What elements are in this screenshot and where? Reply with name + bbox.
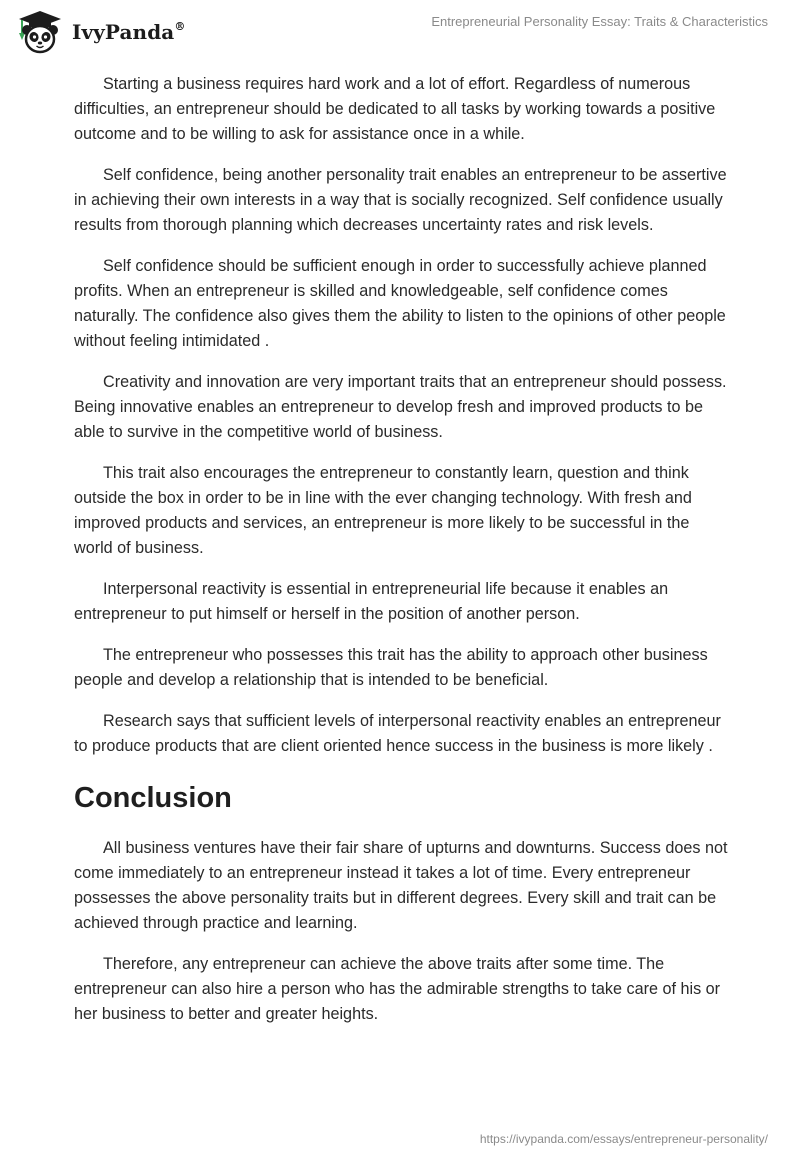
document-title: Entrepreneurial Personality Essay: Traits & Characteristics (431, 14, 768, 29)
paragraph: Therefore, any entrepreneur can achieve the above traits after some time. The entrepreneur can also hire a person who has the admirable strengths to take care of his or her business to better and greater heights. (74, 955, 721, 1023)
registered-mark: ® (174, 20, 186, 33)
logo[interactable] (14, 9, 185, 55)
paragraph: The entrepreneur who possesses this trait has the ability to approach other business people and develop a relationship that is intended to be beneficial. (74, 646, 708, 689)
conclusion-heading: Conclusion (74, 782, 232, 814)
paragraph: Research says that sufficient levels of interpersonal reactivity enables an entrepreneur to produce products that are client oriented hence success in the business is more likely . (74, 712, 721, 755)
paragraph: This trait also encourages the entrepreneur to constantly learn, question and think outside the box in order to be in line with the ever changing technology. With fresh and improved products and services, an entrepreneur is more likely to be successful in the world of business. (74, 464, 692, 557)
essay-content (74, 72, 730, 1043)
brand-name (72, 20, 185, 44)
page-header (0, 0, 800, 60)
paragraph: Creativity and innovation are very important traits that an entrepreneur should possess. Being innovative enables an entrepreneur to develop fresh and improved products to be able to survive in the competitive world of business. (74, 373, 727, 441)
brand-name-text: IvyPanda (72, 20, 175, 44)
source-url[interactable]: https://ivypanda.com/essays/entrepreneur-personality/ (479, 1132, 768, 1146)
panda-graduate-icon (14, 9, 66, 55)
paragraph: All business ventures have their fair share of upturns and downturns. Success does not come immediately to an entrepreneur instead it takes a lot of time. Every entrepreneur possesses the above personality traits but in different degrees. Every skill and trait can be achieved through practice and learning. (74, 839, 728, 932)
paragraph: Starting a business requires hard work and a lot of effort. Regardless of numerous difficulties, an entrepreneur should be dedicated to all tasks by working towards a positive outcome and to be willing to ask for assistance once in a while. (74, 75, 716, 143)
paragraph: Self confidence should be sufficient enough in order to successfully achieve planned profits. When an entrepreneur is skilled and knowledgeable, self confidence comes naturally. The confidence also gives them the ability to listen to the opinions of other people without feeling intimidated . (74, 257, 726, 350)
paragraph: Self confidence, being another personality trait enables an entrepreneur to be assertive in achieving their own interests in a way that is socially recognized. Self confidence usually results from thorough planning which decreases uncertainty rates and risk levels. (74, 166, 727, 234)
paragraph: Interpersonal reactivity is essential in entrepreneurial life because it enables an entrepreneur to put himself or herself in the position of another person. (74, 580, 669, 623)
